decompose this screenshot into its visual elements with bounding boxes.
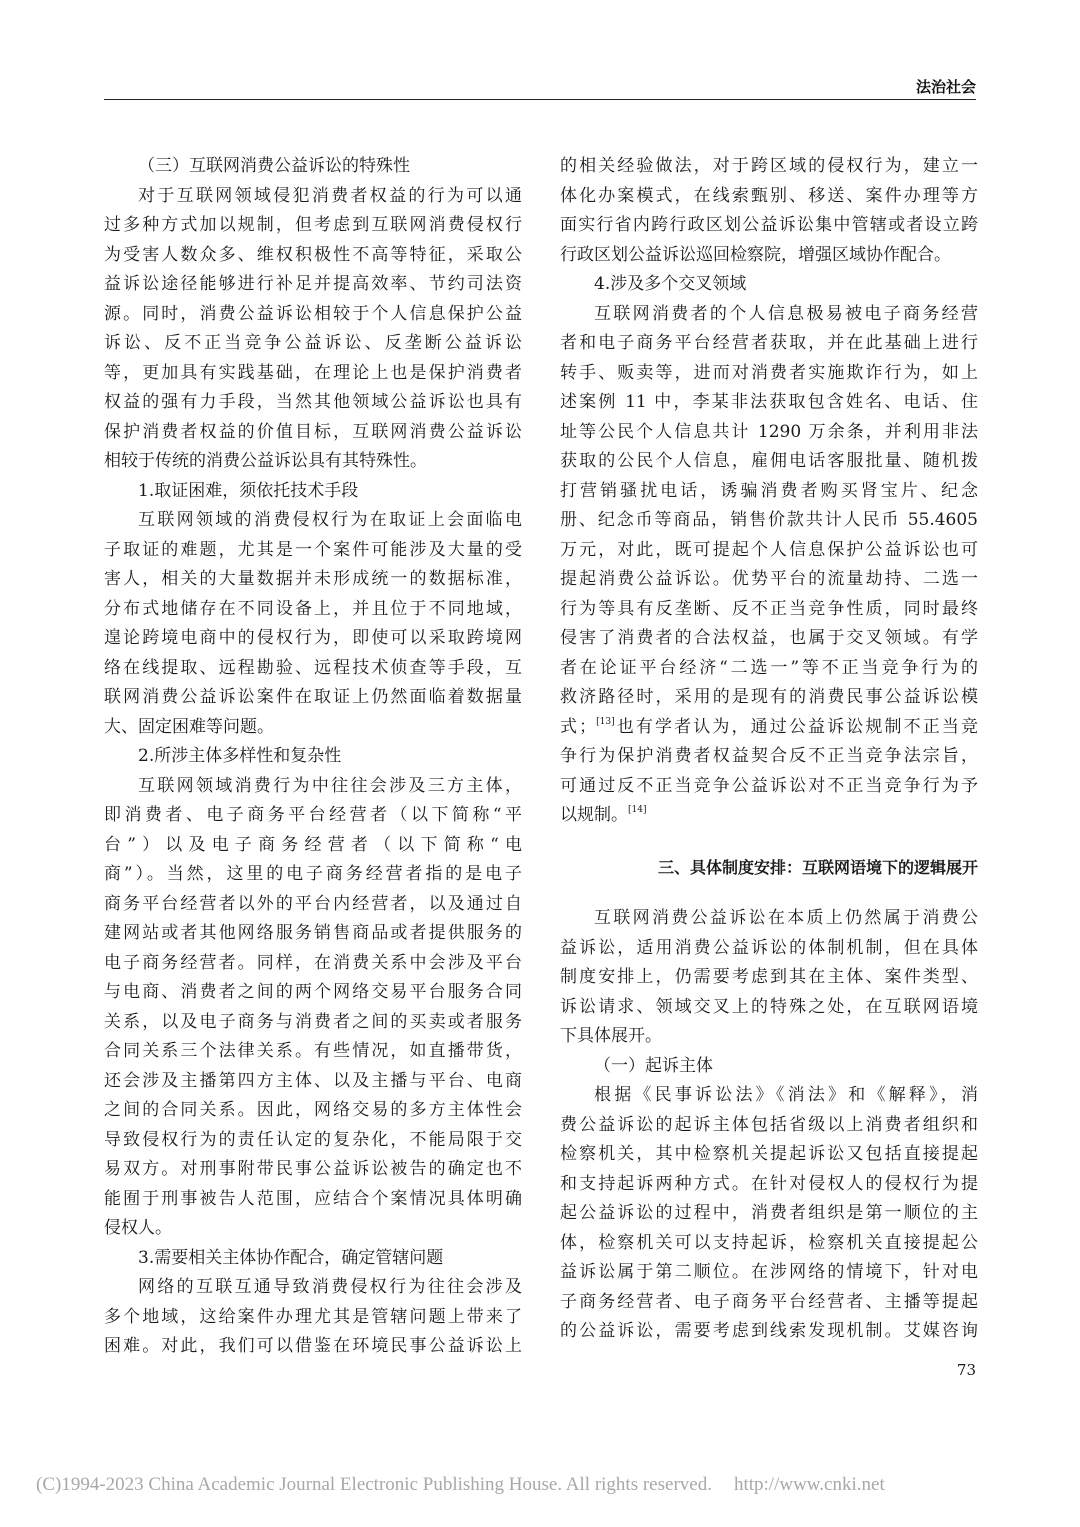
- text-line: 面实行省内跨行政区划公益诉讼集中管辖或者设立跨: [560, 215, 978, 235]
- text-line: 过多种方式加以规制，但考虑到互联网消费侵权行: [104, 215, 522, 235]
- footnote-ref-14[interactable]: [14]: [628, 805, 647, 815]
- text-line: 起公益诉讼的过程中，消费者组织是第一顺位的主: [560, 1203, 978, 1223]
- footnote-14-line: 以规制。[14]: [560, 805, 647, 825]
- text-line: 还会涉及主播第四方主体、以及主播与平台、电商: [104, 1070, 522, 1091]
- text-line: 络在线提取、远程勘验、远程技术侦查等手段，互: [104, 657, 522, 678]
- text-line: 提起消费公益诉讼。优势平台的流量劫持、二选一: [560, 569, 978, 589]
- text-line: 互联网消费公益诉讼在本质上仍然属于消费公: [594, 908, 978, 928]
- section-gap-top: [560, 831, 978, 853]
- text-line: 述案例 11 中，李某非法获取包含姓名、电话、住: [560, 392, 978, 412]
- text-line: 子取证的难题，尤其是一个案件可能涉及大量的受: [104, 539, 522, 560]
- text-line: 为受害人数众多、维权积极性不高等特征，采取公: [104, 244, 522, 265]
- footer: [36, 1474, 885, 1496]
- right-column-part-a: [560, 152, 978, 713]
- subheading: （三）互联网消费公益诉讼的特殊性: [138, 156, 410, 176]
- text-line: 保护消费者权益的价值目标，互联网消费公益诉讼: [104, 421, 522, 442]
- text-line: 可通过反不正当竞争公益诉讼对不正当竞争行为予: [560, 775, 978, 796]
- text-line: 商务平台经营者以外的平台内经营者，以及通过自: [104, 893, 522, 914]
- text-line: 台”）以及电子商务经营者（以下简称“电: [104, 834, 522, 855]
- text-line: 遑论跨境电商中的侵权行为，即使可以采取跨境网: [104, 628, 522, 648]
- subheading: 4.涉及多个交叉领域: [594, 274, 747, 294]
- footnote-ref-13[interactable]: [13]: [596, 716, 615, 727]
- text-line: 商”）。当然，这里的电子商务经营者指的是电子: [104, 864, 522, 884]
- text-line: 行政区划公益诉讼巡回检察院，增强区域协作配合。: [560, 244, 951, 265]
- text-line: 互联网消费者的个人信息极易被电子商务经营: [594, 303, 978, 324]
- text-line: 联网消费公益诉讼案件在取证上仍然面临着数据量: [104, 687, 522, 707]
- text-line: 争行为保护消费者权益契合反不正当竞争法宗旨，: [560, 746, 978, 766]
- text-line: 易双方。对刑事附带民事公益诉讼被告的确定也不: [104, 1159, 522, 1179]
- journal-title: 法治社会: [915, 78, 976, 96]
- text-line: 对于互联网领域侵犯消费者权益的行为可以通: [138, 185, 522, 206]
- text-line: 合同关系三个法律关系。有些情况，如直播带货，: [104, 1041, 522, 1061]
- text-line: 者在论证平台经济“二选一”等不正当竞争行为的: [560, 657, 978, 678]
- subheading: 1.取证困难，须依托技术手段: [138, 480, 359, 501]
- text-line: 源。同时，消费公益诉讼相较于个人信息保护公益: [104, 303, 522, 324]
- text-line: 之间的合同关系。因此，网络交易的多方主体性会: [104, 1100, 522, 1120]
- footer-url[interactable]: http://www.cnki.net: [733, 1474, 885, 1495]
- text-line: 体，检察机关可以支持起诉，检察机关直接提起公: [560, 1232, 978, 1253]
- text-line: 关系，以及电子商务与消费者之间的买卖或者服务: [104, 1011, 522, 1032]
- text-line: 侵权人。: [104, 1218, 172, 1238]
- text-line: 的公益诉讼，需要考虑到线索发现机制。艾媒咨询: [560, 1321, 978, 1341]
- text-line: 多个地域，这给案件办理尤其是管辖问题上带来了: [104, 1306, 522, 1327]
- text-line: 检察机关，其中检察机关提起诉讼又包括直接提起: [560, 1144, 978, 1164]
- subheading: （一）起诉主体: [594, 1055, 713, 1076]
- text-line: 址等公民个人信息共计 1290 万余条，并利用非法: [560, 421, 978, 442]
- text-line: 即消费者、电子商务平台经营者（以下简称“平: [104, 805, 522, 825]
- text-line: 诉讼、反不正当竞争公益诉讼、反垄断公益诉讼: [104, 333, 522, 353]
- section-heading: 三、具体制度安排：互联网语境下的逻辑展开: [657, 857, 978, 877]
- text-line: 费公益诉讼的起诉主体包括省级以上消费者组织和: [560, 1114, 978, 1135]
- right-column-part-c: [560, 904, 978, 1347]
- section-gap-bottom: [560, 882, 978, 904]
- text-line: 和支持起诉两种方式。在针对侵权人的侵权行为提: [560, 1173, 978, 1194]
- text-line: 益诉讼属于第二顺位。在涉网络的情境下，针对电: [560, 1262, 978, 1282]
- text-line: 导致侵权行为的责任认定的复杂化，不能局限于交: [104, 1129, 522, 1150]
- text-line: 困难。对此，我们可以借鉴在环境民事公益诉讼上: [104, 1336, 522, 1356]
- page-number: 73: [956, 1361, 976, 1379]
- text-line: 相较于传统的消费公益诉讼具有其特殊性。: [104, 451, 427, 471]
- text-line: 能囿于刑事被告人范围，应结合个案情况具体明确: [104, 1188, 522, 1209]
- text-line: 益诉讼途径能够进行补足并提高效率、节约司法资: [104, 274, 522, 294]
- text-line: 分布式地储存在不同设备上，并且位于不同地域，: [104, 598, 522, 619]
- text-line: 网络的互联互通导致消费侵权行为往往会涉及: [138, 1277, 522, 1297]
- text-line: 互联网领域消费行为中往往会涉及三方主体，: [138, 775, 522, 796]
- text-line: 打营销骚扰电话，诱骗消费者购买肾宝片、纪念: [560, 480, 978, 501]
- text-line: 转手、贩卖等，进而对消费者实施欺诈行为，如上: [560, 362, 978, 383]
- footer-copyright: (C)1994-2023 China Academic Journal Electronic Publishing House. All rights reserved.: [36, 1474, 712, 1495]
- right-column-part-b: [560, 742, 978, 801]
- text-line: 与电商、消费者之间的两个网络交易平台服务合同: [104, 982, 522, 1002]
- text-line: 侵害了消费者的合法权益，也属于交叉领域。有学: [560, 628, 978, 648]
- text-line: 益诉讼，适用消费公益诉讼的体制机制，但在具体: [560, 937, 978, 958]
- text-line: 诉讼请求、领域交叉上的特殊之处，在互联网语境: [560, 996, 978, 1017]
- footnote-13-line: 式；[13]也有学者认为，通过公益诉讼规制不正当竞: [560, 716, 978, 737]
- right-column: [560, 152, 978, 1347]
- subheading: 3.需要相关主体协作配合，确定管辖问题: [138, 1247, 444, 1268]
- text-line: 者和电子商务平台经营者获取，并在此基础上进行: [560, 333, 978, 353]
- text-line: 大、固定困难等问题。: [104, 716, 274, 737]
- text-line: 子商务经营者、电子商务平台经营者、主播等提起: [560, 1291, 978, 1312]
- text-line: 害人，相关的大量数据并未形成统一的数据标准，: [104, 569, 522, 589]
- text-line: 的相关经验做法，对于跨区域的侵权行为，建立一: [560, 156, 978, 176]
- text-line: 体化办案模式，在线索甄别、移送、案件办理等方: [560, 185, 978, 206]
- text-line: 下具体展开。: [560, 1026, 662, 1046]
- text-line: 建网站或者其他网络服务销售商品或者提供服务的: [104, 923, 522, 943]
- subheading: 2.所涉主体多样性和复杂性: [138, 746, 342, 766]
- text-line: 万元，对此，既可提起个人信息保护公益诉讼也可: [560, 539, 978, 560]
- text-line: 册、纪念币等商品，销售价款共计人民币 55.4605: [560, 510, 978, 530]
- text-line: 根据《民事诉讼法》《消法》和《解释》，消: [594, 1085, 978, 1105]
- header-rule: [104, 99, 976, 100]
- left-column: [104, 152, 522, 1362]
- text-line: 制度安排上，仍需要考虑到其在主体、案件类型、: [560, 967, 978, 987]
- text-line: 权益的强有力手段，当然其他领域公益诉讼也具有: [104, 392, 522, 412]
- text-line: 获取的公民个人信息，雇佣电话客服批量、随机拨: [560, 451, 978, 471]
- text-line: 救济路径时，采用的是现有的消费民事公益诉讼模: [560, 687, 978, 707]
- text-line: 互联网领域的消费侵权行为在取证上会面临电: [138, 510, 522, 530]
- text-line: 等，更加具有实践基础，在理论上也是保护消费者: [104, 362, 522, 383]
- text-line: 电子商务经营者。同样，在消费关系中会涉及平台: [104, 952, 522, 973]
- text-line: 行为等具有反垄断、反不正当竞争性质，同时最终: [560, 598, 978, 619]
